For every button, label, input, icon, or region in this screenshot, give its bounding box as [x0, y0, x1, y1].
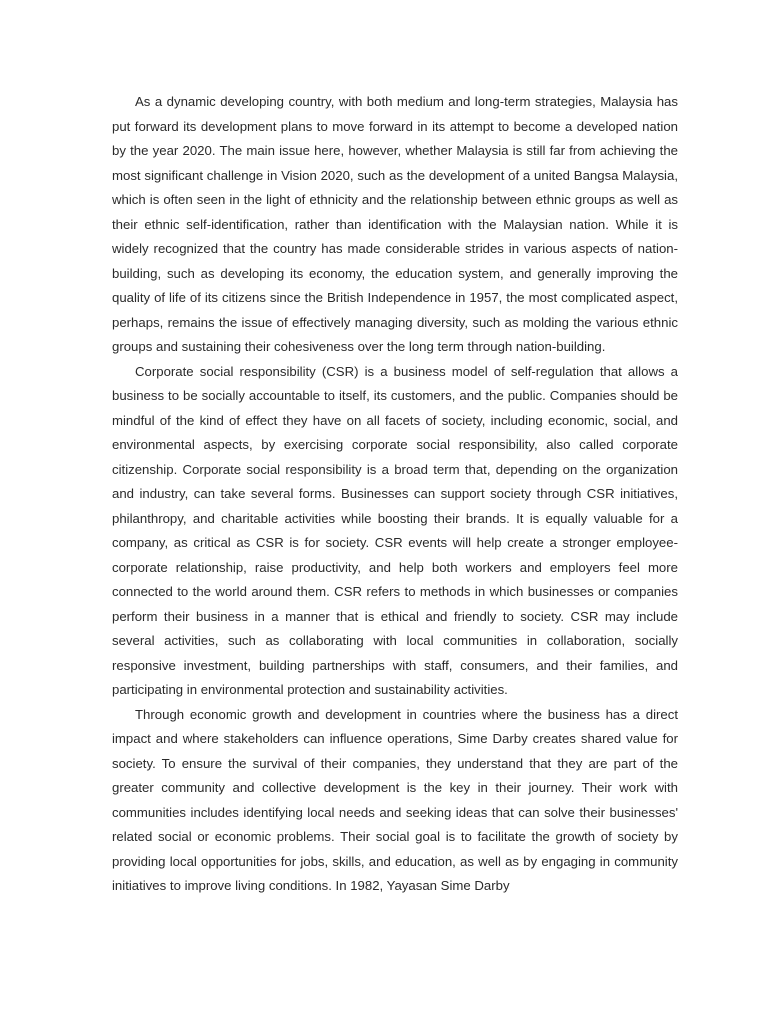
paragraph-sime-darby: Through economic growth and development in countries where the business has a direct impact and where stakeholders can influence operations, Sime Darby creates shared value for society. To ensure the survival of their companies, they understand that they are part of the greater community and collective development is the key in their journey. Their work with communities includes identifying local needs and seeking ideas that can solve their businesses' related social or economic problems. Their social goal is to facilitate the growth of society by providing local opportunities for jobs, skills, and education, as well as by engaging in community initiatives to improve living conditions. In 1982, Yayasan Sime Darby — [112, 706, 678, 893]
paragraph-malaysia-vision-2020: As a dynamic developing country, with both medium and long-term strategies, Malaysia has put forward its development plans to move forward in its attempt to become a developed nation by the year 2020. The main issue here, however, whether Malaysia is still far from achieving the most significant challenge in Vision 2020, such as the development of a united Bangsa Malaysia, which is often seen in the light of ethnicity and the relationship between ethnic groups as well as their ethnic self-identification, rather than identification with the Malaysian nation. While it is widely recognized that the country has made considerable strides in various aspects of nation-building, such as developing its economy, the education system, and generally improving the quality of life of its citizens since the British Independence in 1957, the most complicated aspect, perhaps, remains the issue of effectively managing diversity, such as molding the various ethnic groups and sustaining their cohesiveness over the long term through nation-building. — [112, 94, 678, 354]
document-body — [112, 90, 678, 899]
paragraph-csr-definition: Corporate social responsibility (CSR) is a business model of self-regulation that allows a business to be socially accountable to itself, its customers, and the public. Companies should be mindful of the kind of effect they have on all facets of society, including economic, social, and environmental aspects, by exercising corporate social responsibility, also called corporate citizenship. Corporate social responsibility is a broad term that, depending on the organization and industry, can take several forms. Businesses can support society through CSR initiatives, philanthropy, and charitable activities while boosting their brands. It is equally valuable for a company, as critical as CSR is for society. CSR events will help create a stronger employee-corporate relationship, raise productivity, and help both workers and employers feel more connected to the world around them. CSR refers to methods in which businesses or companies perform their business in a manner that is ethical and friendly to society. CSR may include several activities, such as collaborating with local communities in collaboration, socially responsive investment, building partnerships with staff, consumers, and their families, and participating in environmental protection and sustainability activities. — [112, 363, 678, 697]
